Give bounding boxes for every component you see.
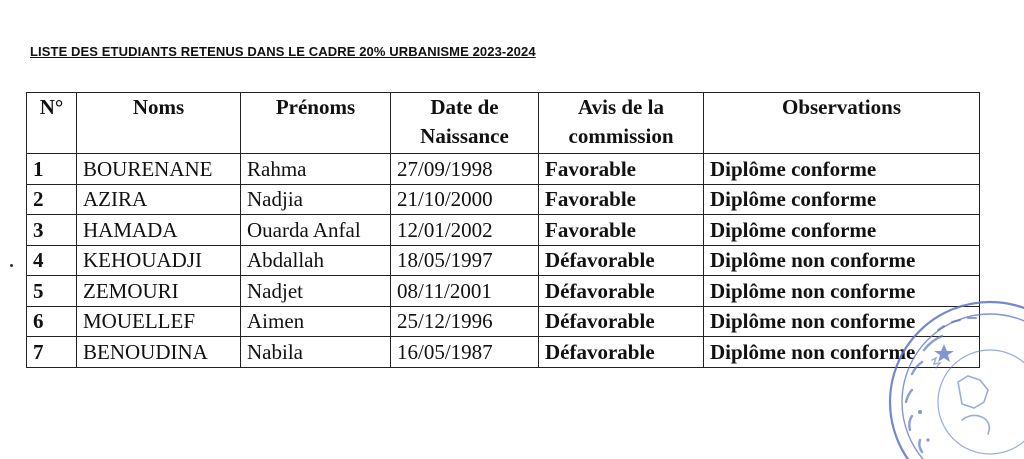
cell-date: 21/10/2000 bbox=[391, 184, 539, 215]
header-prenoms: Prénoms bbox=[241, 93, 391, 154]
cell-prenom: Abdallah bbox=[241, 245, 391, 276]
cell-prenom: Nabila bbox=[241, 337, 391, 368]
scan-speck bbox=[10, 264, 13, 267]
cell-num: 3 bbox=[27, 215, 77, 246]
header-observations: Observations bbox=[704, 93, 980, 154]
cell-nom: HAMADA bbox=[77, 215, 241, 246]
table-header-row bbox=[27, 93, 980, 154]
cell-num: 7 bbox=[27, 337, 77, 368]
cell-prenom: Rahma bbox=[241, 154, 391, 185]
table-row bbox=[27, 306, 980, 337]
header-avis-commission: Avis de la commission bbox=[539, 93, 704, 154]
cell-avis: Défavorable bbox=[539, 245, 704, 276]
table-row bbox=[27, 245, 980, 276]
cell-nom: BOURENANE bbox=[77, 154, 241, 185]
official-seal-icon bbox=[862, 290, 1024, 459]
table-row bbox=[27, 215, 980, 246]
cell-observation: Diplôme non conforme bbox=[704, 245, 980, 276]
cell-observation: Diplôme conforme bbox=[704, 184, 980, 215]
cell-prenom: Ouarda Anfal bbox=[241, 215, 391, 246]
cell-num: 2 bbox=[27, 184, 77, 215]
cell-nom: BENOUDINA bbox=[77, 337, 241, 368]
cell-observation: Diplôme non conforme bbox=[704, 306, 980, 337]
cell-prenom: Aimen bbox=[241, 306, 391, 337]
table-row bbox=[27, 184, 980, 215]
cell-num: 4 bbox=[27, 245, 77, 276]
cell-prenom: Nadjet bbox=[241, 276, 391, 307]
table-row bbox=[27, 276, 980, 307]
table-row bbox=[27, 337, 980, 368]
cell-avis: Défavorable bbox=[539, 306, 704, 337]
cell-avis: Favorable bbox=[539, 154, 704, 185]
header-num: N° bbox=[27, 93, 77, 154]
cell-date: 27/09/1998 bbox=[391, 154, 539, 185]
document-title: LISTE DES ETUDIANTS RETENUS DANS LE CADRE 20% URBANISME 2023-2024 bbox=[30, 44, 536, 59]
cell-avis: Favorable bbox=[539, 184, 704, 215]
cell-date: 25/12/1996 bbox=[391, 306, 539, 337]
cell-observation: Diplôme non conforme bbox=[704, 337, 980, 368]
cell-num: 6 bbox=[27, 306, 77, 337]
table-row bbox=[27, 154, 980, 185]
cell-date: 18/05/1997 bbox=[391, 245, 539, 276]
cell-nom: ZEMOURI bbox=[77, 276, 241, 307]
header-noms: Noms bbox=[77, 93, 241, 154]
header-date-naissance: Date de Naissance bbox=[391, 93, 539, 154]
cell-prenom: Nadjia bbox=[241, 184, 391, 215]
cell-nom: KEHOUADJI bbox=[77, 245, 241, 276]
cell-date: 12/01/2002 bbox=[391, 215, 539, 246]
students-table bbox=[26, 92, 980, 368]
cell-avis: Favorable bbox=[539, 215, 704, 246]
cell-num: 5 bbox=[27, 276, 77, 307]
cell-date: 08/11/2001 bbox=[391, 276, 539, 307]
cell-observation: Diplôme conforme bbox=[704, 215, 980, 246]
cell-observation: Diplôme conforme bbox=[704, 154, 980, 185]
cell-observation: Diplôme non conforme bbox=[704, 276, 980, 307]
cell-nom: AZIRA bbox=[77, 184, 241, 215]
cell-avis: Défavorable bbox=[539, 276, 704, 307]
cell-avis: Défavorable bbox=[539, 337, 704, 368]
cell-num: 1 bbox=[27, 154, 77, 185]
cell-date: 16/05/1987 bbox=[391, 337, 539, 368]
cell-nom: MOUELLEF bbox=[77, 306, 241, 337]
